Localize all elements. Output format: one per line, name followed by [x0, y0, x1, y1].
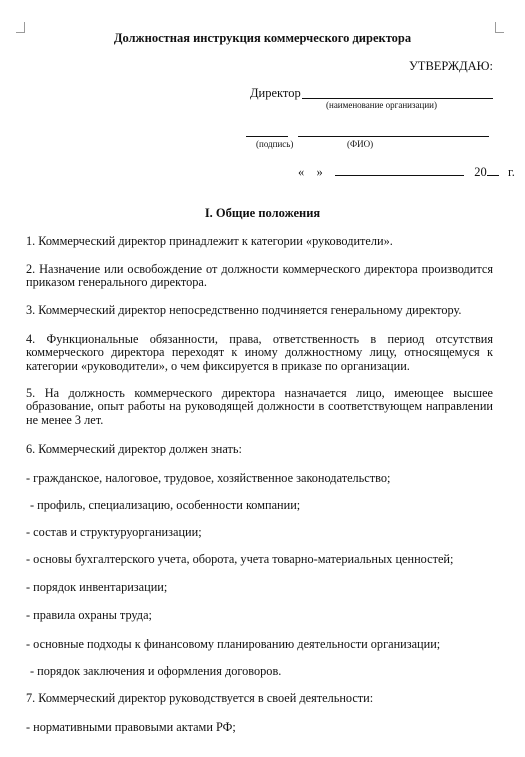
paragraph: 4. Функциональные обязанности, права, ответственность в период отсутствия коммерческого директора переходят к иному должностному лицу, относящемуся к категории «руководители», о чем фиксируется в приказе по организации.	[26, 332, 493, 373]
list-item: - правила охраны труда;	[26, 608, 152, 622]
list-item: - состав и структуруорганизации;	[26, 525, 202, 539]
document-title: Должностная инструкция коммерческого директора	[113, 31, 412, 45]
list-item: - порядок заключения и оформления договоров.	[30, 664, 282, 678]
list-item: - профиль, специализацию, особенности компании;	[30, 498, 301, 512]
date-line	[335, 175, 464, 176]
organization-hint: (наименование организации)	[326, 100, 437, 110]
fio-line	[298, 136, 489, 137]
list-item: - порядок инвентаризации;	[26, 580, 168, 594]
signature-hint: (подпись)	[256, 139, 294, 149]
fio-hint: (ФИО)	[347, 139, 374, 149]
date-close-quote: »	[316, 165, 323, 179]
date-row	[298, 165, 515, 180]
paragraph: 1. Коммерческий директор принадлежит к категории «руководители».	[26, 234, 393, 248]
paragraph: 7. Коммерческий директор руководствуется в своей деятельности:	[26, 691, 374, 705]
year-line	[487, 175, 499, 176]
paragraph: 2. Назначение или освобождение от должности коммерческого директора производится приказом генерального директора.	[26, 262, 493, 290]
paragraph: 3. Коммерческий директор непосредственно подчиняется генеральному директору.	[26, 303, 462, 317]
paragraph: 5. На должность коммерческого директора назначается лицо, имеющее высшее образование, опыт работы на руководящей должности в соответствующем направлении не менее 3 лет.	[26, 386, 493, 427]
section-title: I. Общие положения	[204, 206, 321, 220]
signature-line	[246, 136, 288, 137]
year-suffix: г.	[508, 165, 515, 179]
list-item: - основы бухгалтерского учета, оборота, учета товарно-материальных ценностей;	[26, 552, 454, 566]
list-item: - гражданское, налоговое, трудовое, хозяйственное законодательство;	[26, 471, 391, 485]
list-item: - нормативными правовыми актами РФ;	[26, 720, 236, 734]
organization-name-line	[302, 98, 493, 99]
paragraph: 6. Коммерческий директор должен знать:	[26, 442, 242, 456]
year-prefix: 20	[474, 165, 487, 179]
approval-label: УТВЕРЖДАЮ:	[408, 59, 493, 73]
list-item: - основные подходы к финансовому планированию деятельности организации;	[26, 637, 441, 651]
director-label: Директор	[250, 86, 301, 100]
date-open-quote: «	[298, 165, 305, 179]
